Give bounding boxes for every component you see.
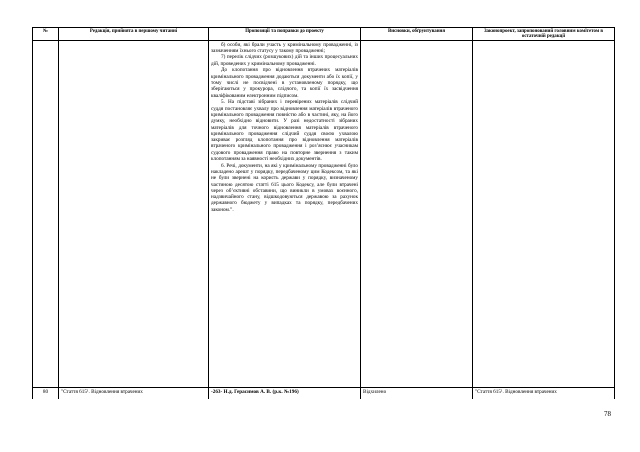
proposal-paragraph: 7) перелік слідчих (розшукових) дій та інших процесуальних дій, проведених у кримінальному провадженні. [211, 54, 358, 67]
row-number: 80 [33, 388, 59, 400]
amendment-reference: -263- Н.д. Герасимов А. В. (р.к. №196) [209, 388, 361, 400]
table-header-row [33, 28, 615, 41]
header-conclusions: Висновки, обґрунтування [361, 28, 473, 41]
proposal-paragraph: 6. Речі, документи, на які у кримінальному провадженні було накладено арешт у порядку, передбаченому цим Кодексом, та які не були звернені на користь держави у порядку, визначеному частиною десятою статті 615 цього Кодексу, але були втрачені через об’єктивні обставини, що виникли в умовах воєнного, надзвичайного стану, відшкодовуються державою за рахунок державного бюджету у випадках та порядку, передбачених законом.”. [211, 162, 358, 213]
comparison-table [32, 27, 615, 399]
cell-proposals [209, 41, 361, 388]
table-row [33, 388, 615, 400]
table-row [33, 41, 615, 388]
cell-number [33, 41, 59, 388]
cell-final-version [473, 41, 615, 388]
page-number: 78 [604, 410, 611, 418]
cell-first-reading [59, 41, 209, 388]
conclusion-text: Відхилено [361, 388, 473, 400]
proposal-paragraph: б) особи, які брали участь у кримінальному провадженні, із зазначенням їхнього статусу у такому провадженні; [211, 41, 358, 54]
final-version-text: "Стаття 615¹. Відновлення втрачених [473, 388, 615, 400]
header-final-version: Законопроект, запропонований головним комітетом в остаточній редакції [473, 28, 615, 41]
proposal-paragraph: 5. На підставі зібраних і перевірених матеріалів слідчий суддя постановляє ухвалу про відновлення матеріалів втраченого кримінального провадження повністю або в частині, яку, на його думку, необхідно відновити. У разі недостатності зібраних матеріалів для точного відновлення матеріалів втраченого кримінального провадження слідчий суддя своєю ухвалою закриває розгляд клопотання про відновлення матеріалів втраченого кримінального провадження і роз’яснює учасникам судового провадження право на повторне звернення з таким клопотанням за наявності необхідних документів. [211, 99, 358, 163]
cell-conclusions [361, 41, 473, 388]
header-first-reading: Редакція, прийнята в першому читанні [59, 28, 209, 41]
header-proposals: Пропозиції та поправки до проекту [209, 28, 361, 41]
first-reading-text: "Стаття 615¹. Відновлення втрачених [59, 388, 209, 400]
proposal-paragraph: До клопотання про відновлення втрачених матеріалів кримінального провадження додаються документи або їх копії, у тому числі не посвідчені в установленому порядку, що зберігаються у прокурора, слідчого, та копії їх засвідчення кваліфікованим електронним підписом. [211, 67, 358, 99]
header-number: № [33, 28, 59, 41]
